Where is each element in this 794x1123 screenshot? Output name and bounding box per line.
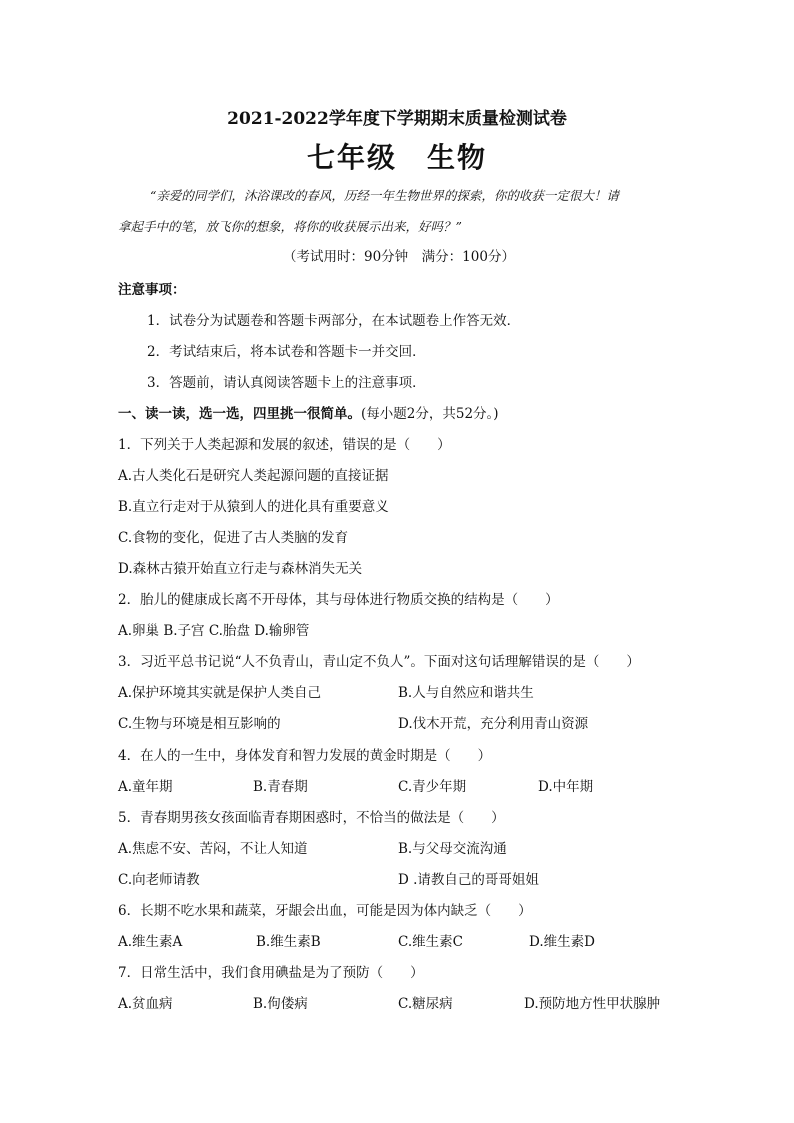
question-2-options: A.卵巢 B.子宫 C.胎盘 D.输卵管: [118, 623, 310, 639]
question-6-option-c: C.维生素C: [398, 934, 463, 950]
question-6-option-b: B.维生素B: [256, 934, 321, 950]
question-6-option-a: A.维生素A: [118, 934, 183, 950]
notes-item: 3．答题前，请认真阅读答题卡上的注意事项．: [147, 375, 426, 391]
question-6-option-d: D.维生素D: [529, 934, 595, 950]
question-3-stem: 3．习近平总书记说“人不负青山，青山定不负人”。下面对这句话理解错误的是（ ）: [118, 654, 640, 670]
question-7-stem: 7．日常生活中，我们食用碘盐是为了预防（ ）: [118, 965, 424, 981]
question-3-option-a: A.保护环境其实就是保护人类自己: [118, 685, 322, 701]
question-1-stem: 1．下列关于人类起源和发展的叙述，错误的是（ ）: [118, 437, 451, 453]
exam-subject: 七年级 生物: [306, 141, 487, 174]
question-6-stem: 6．长期不吃水果和蔬菜，牙龈会出血，可能是因为体内缺乏（ ）: [118, 903, 532, 919]
question-1-option-b: B.直立行走对于从猿到人的进化具有重要意义: [118, 499, 389, 515]
question-4-option-b: B.青春期: [253, 779, 308, 795]
notes-item: 1．试卷分为试题卷和答题卡两部分，在本试题卷上作答无效．: [147, 313, 521, 329]
question-7-option-a: A.贫血病: [118, 996, 173, 1012]
question-1-option-c: C.食物的变化，促进了古人类脑的发育: [118, 530, 349, 546]
section-1-heading-scoring: (每小题2分，共52分。): [361, 406, 499, 422]
question-7-option-b: B.佝偻病: [253, 996, 308, 1012]
section-1-heading: [118, 404, 499, 424]
question-5-option-c: C.向老师请教: [118, 872, 200, 888]
section-1-heading-main: 一、读一读，选一选，四里挑一很简单。: [118, 406, 361, 422]
question-4-option-c: C.青少年期: [398, 779, 467, 795]
question-7-option-c: C.糖尿病: [398, 996, 453, 1012]
question-5-stem: 5．青春期男孩女孩面临青春期困惑时，不恰当的做法是（ ）: [118, 810, 505, 826]
exam-title: 2021-2022学年度下学期期末质量检测试卷: [227, 109, 567, 129]
question-7-option-d: D.预防地方性甲状腺肿: [524, 996, 661, 1012]
notes-item: 2．考试结束后，将本试卷和答题卡一并交回．: [147, 344, 426, 360]
exam-info: （考试用时：90分钟 满分：100分）: [283, 249, 515, 265]
question-5-option-b: B.与父母交流沟通: [398, 841, 507, 857]
question-3-option-b: B.人与自然应和谐共生: [398, 685, 534, 701]
question-4-option-d: D.中年期: [538, 779, 594, 795]
intro-quote-line-2: 拿起手中的笔，放飞你的想象，将你的收获展示出来，好吗？”: [118, 219, 462, 234]
question-3-option-d: D.伐木开荒，充分利用青山资源: [398, 716, 589, 732]
question-3-option-c: C.生物与环境是相互影响的: [118, 716, 281, 732]
question-5-option-a: A.焦虑不安、苦闷，不让人知道: [118, 841, 308, 857]
intro-quote-line-1: “亲爱的同学们，沐浴课改的春风，历经一年生物世界的探索，你的收获一定很大！请: [150, 188, 619, 203]
question-1-option-d: D.森林古猿开始直立行走与森林消失无关: [118, 561, 363, 577]
question-2-stem: 2．胎儿的健康成长离不开母体，其与母体进行物质交换的结构是（ ）: [118, 592, 559, 608]
question-1-option-a: A.古人类化石是研究人类起源问题的直接证据: [118, 468, 389, 484]
notes-heading: 注意事项：: [118, 282, 186, 298]
question-4-stem: 4．在人的一生中，身体发育和智力发展的黄金时期是（ ）: [118, 748, 492, 764]
question-4-option-a: A.童年期: [118, 779, 173, 795]
question-5-option-d: D .请教自己的哥哥姐姐: [398, 872, 539, 888]
